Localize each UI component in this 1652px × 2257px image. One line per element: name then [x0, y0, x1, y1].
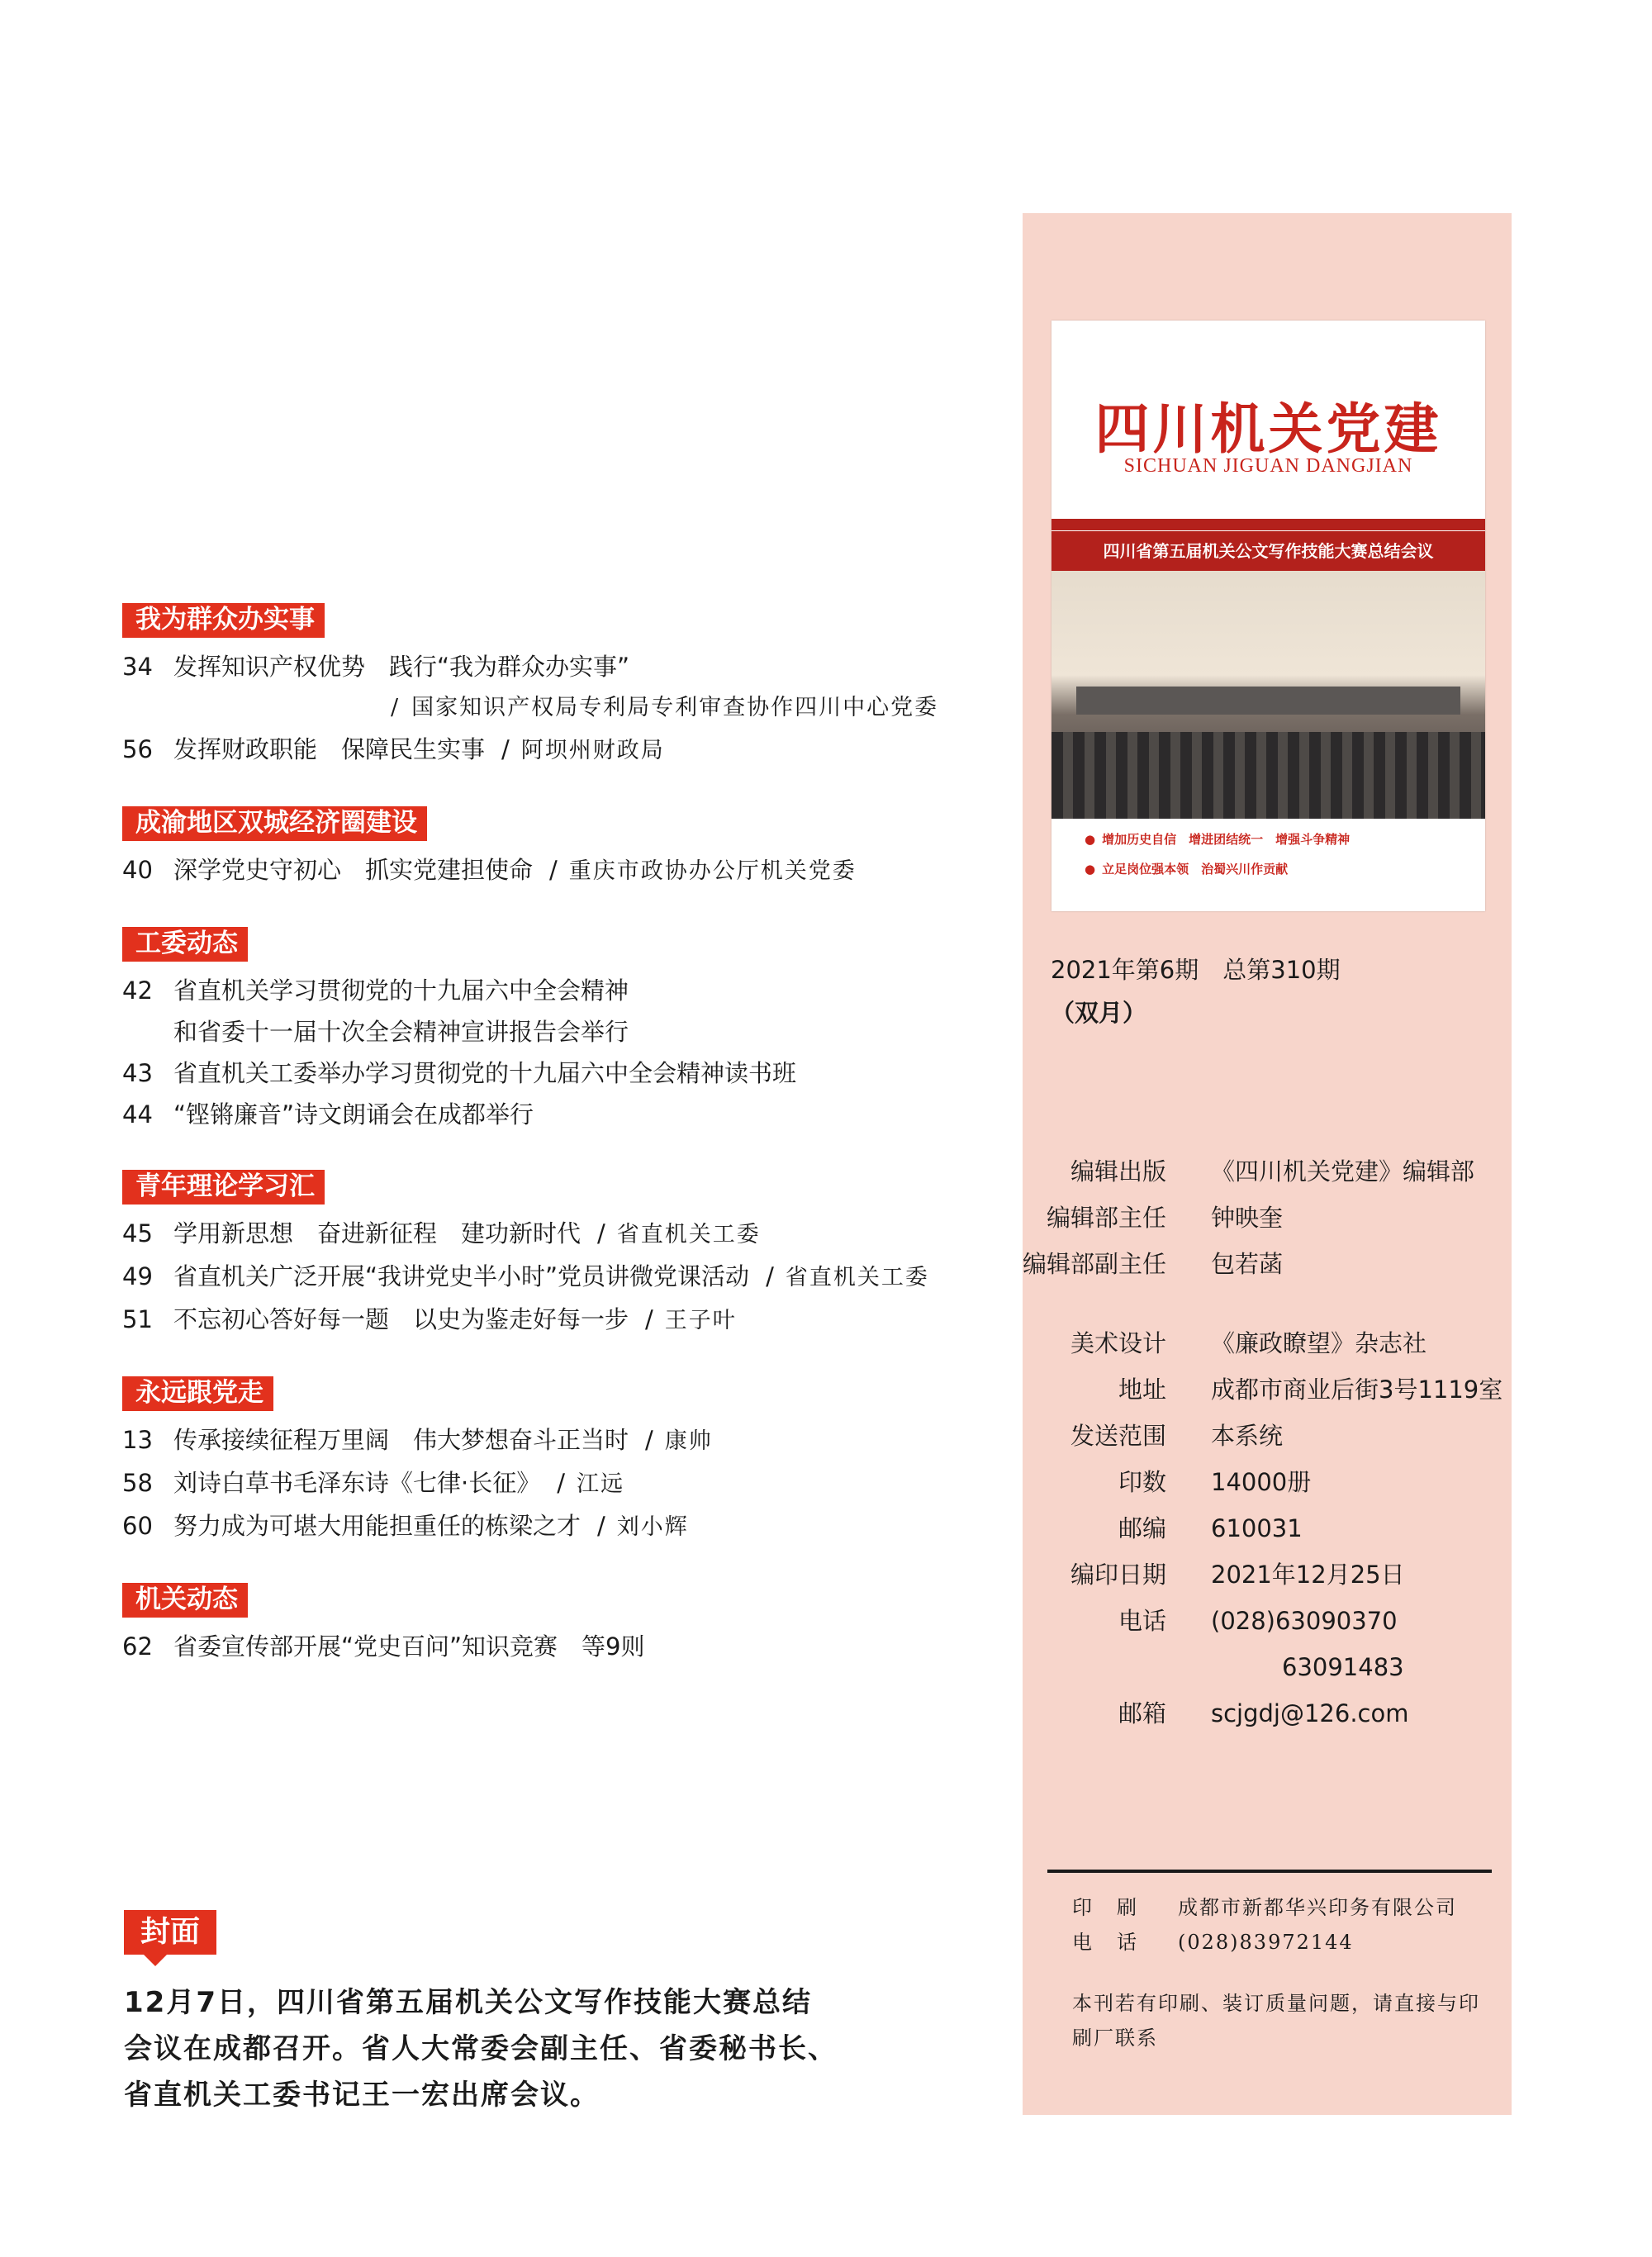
printer-value: 成都市新都华兴印务有限公司	[1178, 1896, 1457, 1919]
entry-author: 省直机关工委	[785, 1265, 929, 1290]
toc-entry[interactable]	[122, 1052, 998, 1094]
info-value: 《廉政瞭望》杂志社	[1211, 1329, 1427, 1357]
info-key: 地址	[1118, 1376, 1166, 1404]
issue-info	[1051, 948, 1341, 1034]
cover-strip	[1051, 519, 1485, 530]
page-number: 43	[122, 1059, 153, 1087]
toc-section	[122, 1170, 998, 1342]
info-key: 编印日期	[1070, 1561, 1166, 1589]
page-number: 13	[122, 1426, 153, 1454]
info-key: 编辑部副主任	[1022, 1250, 1166, 1278]
bullet-icon: ●	[1085, 862, 1096, 877]
info-value: 钟映奎	[1211, 1204, 1284, 1232]
page-number: 45	[122, 1219, 153, 1247]
toc-entry[interactable]: 49 省直机关广泛开展“我讲党史半小时”党员讲微党课活动 / 省直机关工委	[122, 1256, 998, 1299]
cover-thumbnail[interactable]	[1051, 321, 1485, 911]
issue-number: 2021年第6期 总第310期	[1051, 956, 1341, 984]
toc-section	[122, 1376, 998, 1548]
section-title: 我为群众办实事	[122, 603, 325, 638]
stage-shape	[1076, 687, 1460, 715]
info-row	[1023, 1366, 1512, 1413]
entry-title: 省直机关学习贯彻党的十九届六中全会精神	[173, 976, 629, 1005]
toc-entry[interactable]	[122, 1626, 998, 1667]
toc-entry[interactable]: 58 刘诗白草书毛泽东诗《七律·长征》 / 江远	[122, 1462, 998, 1505]
entry-author: 阿坝州财政局	[520, 738, 665, 763]
info-key: 编辑部主任	[1046, 1204, 1166, 1232]
info-value: 610031	[1211, 1514, 1303, 1542]
toc-section	[122, 603, 998, 772]
info-value: 包若菡	[1211, 1250, 1284, 1278]
printer-key: 印刷	[1072, 1896, 1161, 1919]
section-title: 工委动态	[122, 927, 248, 962]
toc-entry[interactable]	[122, 646, 998, 687]
info-value[interactable]: scjgdj@126.com	[1211, 1699, 1409, 1727]
info-value: 63091483	[1282, 1653, 1404, 1681]
info-row	[1023, 1459, 1512, 1505]
info-row	[1023, 1413, 1512, 1459]
toc-entry[interactable]: 40 深学党史守初心 抓实党建担使命 / 重庆市政协办公厅机关党委	[122, 849, 998, 892]
entry-title: 省直机关工委举办学习贯彻党的十九届六中全会精神读书班	[173, 1059, 797, 1087]
cover-caption: 12月7日，四川省第五届机关公文写作技能大赛总结 会议在成都召开。省人大常委会副主任、省委秘书长、 省直机关工委书记王一宏出席会议。	[124, 1986, 838, 2112]
page-number: 58	[122, 1469, 153, 1497]
magazine-masthead-en: SICHUAN JIGUAN DANGJIAN	[1123, 455, 1413, 477]
table-of-contents	[122, 603, 998, 1702]
info-key: 电话	[1118, 1607, 1166, 1635]
info-value: 《四川机关党建》编辑部	[1211, 1157, 1475, 1186]
toc-entry[interactable]: 45 学用新思想 奋进新征程 建功新时代 / 省直机关工委	[122, 1213, 998, 1256]
info-key: 印数	[1118, 1468, 1166, 1496]
entry-author: 王子叶	[664, 1308, 737, 1333]
info-value: 成都市商业后街3号1119室	[1211, 1376, 1503, 1404]
issue-frequency: （双月）	[1051, 999, 1147, 1027]
entry-title: “铿锵廉音”诗文朗诵会在成都举行	[173, 1100, 534, 1128]
cover-label: 封面	[124, 1910, 216, 1955]
info-key: 邮编	[1118, 1514, 1166, 1542]
cover-headline: 四川省第五届机关公文写作技能大赛总结会议	[1051, 531, 1485, 571]
info-row	[1023, 1644, 1512, 1690]
toc-section	[122, 927, 998, 1135]
audience-shape	[1051, 732, 1485, 819]
page-number: 56	[122, 735, 153, 763]
toc-entry[interactable]: 13 传承接续征程万里阔 伟大梦想奋斗正当时 / 康帅	[122, 1419, 998, 1462]
info-row	[1023, 1148, 1512, 1195]
toc-section	[122, 1583, 998, 1667]
entry-title: 省直机关广泛开展“我讲党史半小时”党员讲微党课活动	[173, 1262, 750, 1290]
bullet-icon: ●	[1085, 832, 1096, 847]
page-number: 34	[122, 653, 153, 681]
entry-author: 刘小辉	[616, 1514, 689, 1540]
entry-title: 深学党史守初心 抓实党建担使命	[173, 856, 534, 884]
entry-title: 省委宣传部开展“党史百问”知识竞赛 等9则	[173, 1632, 645, 1661]
section-title: 青年理论学习汇	[122, 1170, 325, 1205]
entry-author: 江远	[577, 1471, 625, 1497]
entry-author: / 国家知识产权局专利局专利审查协作四川中心党委	[391, 695, 939, 720]
toc-entry[interactable]	[122, 1094, 998, 1135]
info-value: 2021年12月25日	[1211, 1561, 1405, 1589]
cover-photo	[1051, 571, 1485, 819]
entry-title: 学用新思想 奋进新征程 建功新时代	[173, 1219, 582, 1247]
quality-notice: 本刊若有印刷、装订质量问题，请直接与印刷厂联系	[1072, 1992, 1480, 2050]
info-value: (028)63090370	[1211, 1607, 1398, 1635]
cover-notes: ● 增加历史自信 增进团结统一 增强斗争精神 ● 立足岗位强本领 治蜀兴川作贡献	[1085, 832, 1351, 877]
magazine-masthead: 四川机关党建	[1094, 397, 1442, 461]
section-title: 机关动态	[122, 1583, 248, 1618]
entry-title: 传承接续征程万里阔 伟大梦想奋斗正当时	[173, 1426, 629, 1454]
info-key: 美术设计	[1070, 1329, 1166, 1357]
entry-title: 努力成为可堪大用能担重任的栋梁之才	[173, 1512, 582, 1540]
info-row	[1023, 1195, 1512, 1241]
entry-author: 重庆市政协办公厅机关党委	[568, 858, 857, 884]
toc-entry[interactable]: 56 发挥财政职能 保障民生实事 / 阿坝州财政局	[122, 729, 998, 772]
page-number: 49	[122, 1262, 153, 1290]
colophon	[1023, 1148, 1512, 1737]
page-number: 51	[122, 1305, 153, 1333]
section-title: 永远跟党走	[122, 1376, 273, 1411]
info-row	[1023, 1598, 1512, 1644]
section-title: 成渝地区双城经济圈建设	[122, 806, 427, 841]
entry-author: 康帅	[664, 1428, 713, 1454]
entry-title-continued: 和省委十一届十次全会精神宣讲报告会举行	[173, 1018, 629, 1046]
info-value: 本系统	[1211, 1422, 1284, 1450]
entry-title: 发挥财政职能 保障民生实事	[173, 735, 486, 763]
page-number: 60	[122, 1512, 153, 1540]
info-row	[1023, 1320, 1512, 1366]
entry-title: 发挥知识产权优势 践行“我为群众办实事”	[173, 653, 630, 681]
toc-section	[122, 806, 998, 892]
page-number: 40	[122, 856, 153, 884]
info-row	[1023, 1505, 1512, 1551]
printer-key: 电话	[1072, 1931, 1161, 1954]
toc-entry[interactable]: 51 不忘初心答好每一题 以史为鉴走好每一步 / 王子叶	[122, 1299, 998, 1342]
toc-entry[interactable]: 60 努力成为可堪大用能担重任的栋梁之才 / 刘小辉	[122, 1505, 998, 1548]
masthead-panel	[1023, 213, 1512, 2115]
divider	[1047, 1870, 1492, 1873]
page-number: 42	[122, 976, 153, 1005]
printer-value: (028)83972144	[1178, 1931, 1354, 1954]
page-number: 44	[122, 1100, 153, 1128]
info-row	[1023, 1241, 1512, 1287]
info-key: 发送范围	[1070, 1422, 1166, 1450]
entry-title: 不忘初心答好每一题 以史为鉴走好每一步	[173, 1305, 629, 1333]
entry-author: 省直机关工委	[616, 1222, 761, 1247]
entry-title: 刘诗白草书毛泽东诗《七律·长征》	[173, 1469, 541, 1497]
cover-description	[124, 1910, 950, 2118]
printer-info	[1072, 1890, 1457, 1960]
toc-entry[interactable]	[122, 970, 998, 1011]
info-row	[1023, 1690, 1512, 1737]
page-number: 62	[122, 1632, 153, 1661]
info-key: 编辑出版	[1070, 1157, 1166, 1186]
info-key: 邮箱	[1118, 1699, 1166, 1727]
info-row	[1023, 1551, 1512, 1598]
info-value: 14000册	[1211, 1468, 1312, 1496]
